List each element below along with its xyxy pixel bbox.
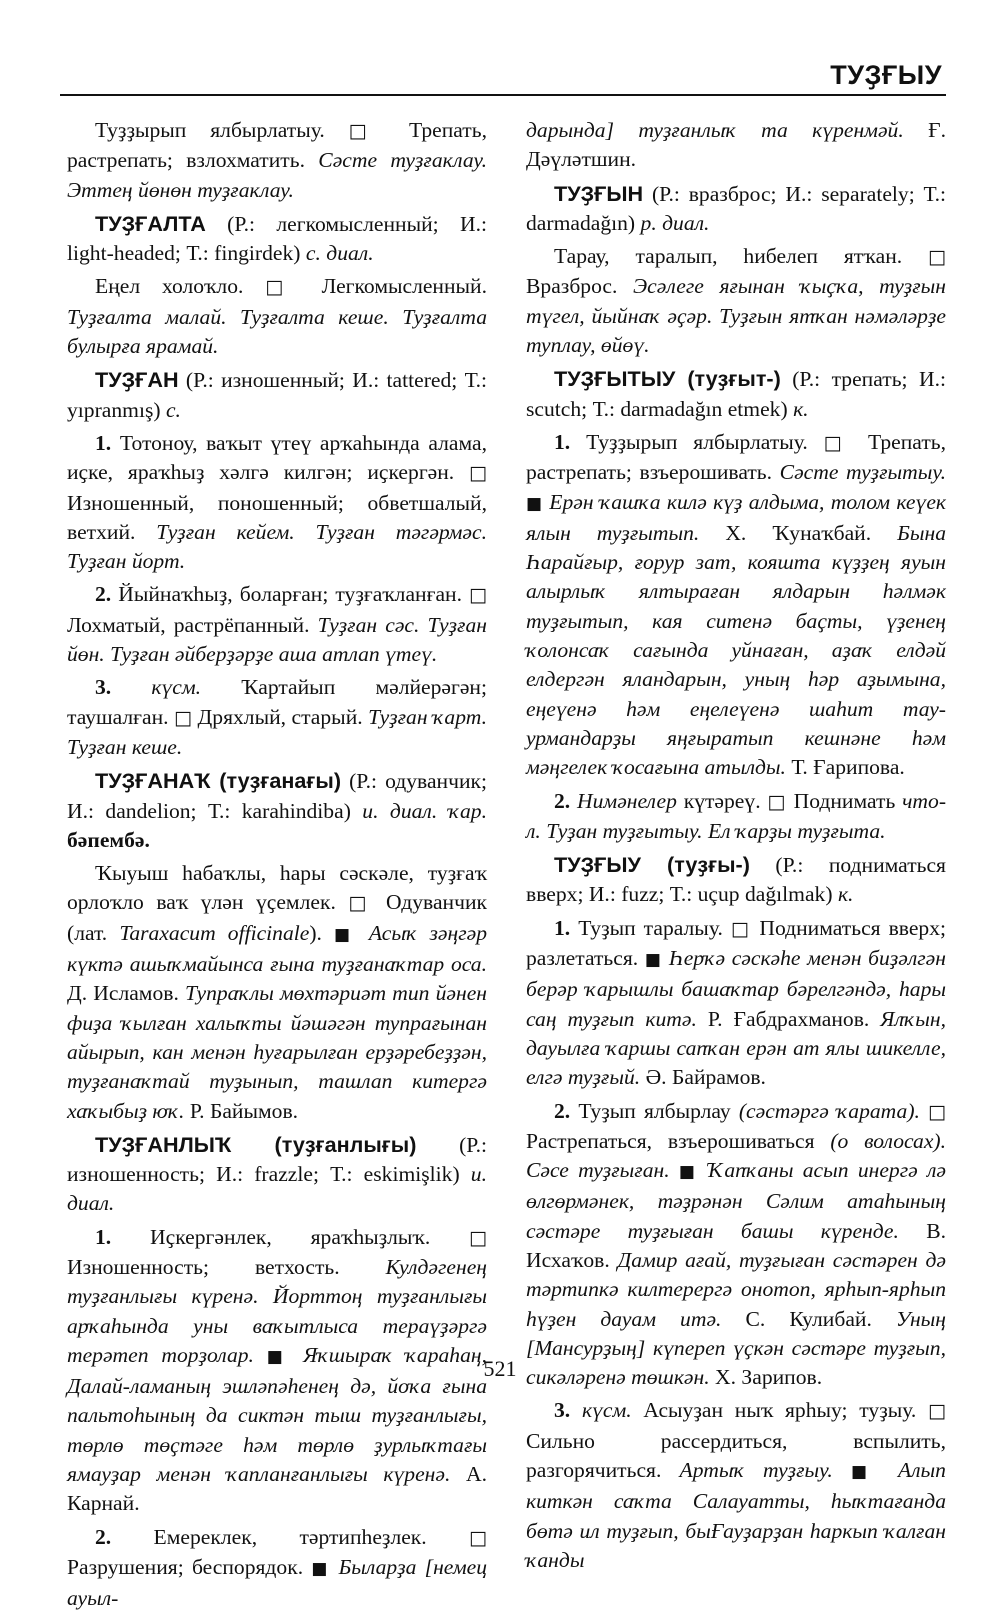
example-marker-icon: ■ [678, 1162, 699, 1183]
italic-text: Быларҙа [немец ауыл- [67, 1554, 487, 1611]
russian-marker-icon: □ [348, 892, 374, 915]
sense-number: бәпембә. [67, 827, 150, 852]
entry-paragraph [67, 209, 487, 269]
entry-paragraph [67, 272, 487, 361]
body-text: Асыуҙан ныҡ ярһыу; туҙыу. [631, 1398, 929, 1423]
body-text: Подниматься вверх; разлетаться. [526, 915, 947, 971]
russian-marker-icon: □ [469, 462, 487, 485]
sense-number: 2. [95, 1524, 112, 1549]
russian-marker-icon: □ [348, 120, 386, 142]
headword: ТУҘҒАЛТА [95, 210, 206, 236]
example-marker-icon: ■ [266, 1346, 291, 1367]
italic-text: Туҙғалта малай. Туҙғалта кеше. Туҙғалта булырға ярамай. [67, 304, 487, 359]
body-text: Ҡартайып мәлйерәгән; таушалған. [67, 675, 487, 729]
body-text: (Р.: вразброс; И.: separately; Т.: darmadağın) [526, 181, 946, 235]
italic-text: Сәсте туҙғаклау. Эттең йөнөн туҙғаклау. [67, 148, 487, 202]
italic-text: Эсәлеге яғынан ҡыҫҡа, туҙғын түгел, йыйнаҡ әҫәр. Туҙғын ятҡан нәмәләрҙе туплау, өйөү. [526, 274, 946, 358]
entry-paragraph [67, 859, 487, 1126]
body-text [880, 1458, 898, 1482]
body-text: С. Кулибай. [721, 1306, 896, 1331]
body-text: (Р.: изношенный; И.: tattered; Т.: yıpranmış) [67, 368, 487, 422]
body-text [662, 946, 669, 970]
body-text: Иҫкергәнлек, яраҡһыҙлыҡ. [111, 1224, 470, 1249]
headword: ТУҘҒАНЛЫҠ (туҙғанлығы) [95, 1131, 417, 1157]
body-text: Трепать, растрепать; взъерошивать. [526, 429, 946, 485]
entry-paragraph [526, 850, 946, 910]
header-rule [60, 94, 946, 96]
headword: ТУҘҒЫН [554, 180, 644, 206]
sense-number: 1. [554, 429, 571, 454]
italic-text: Taraxacum officinale [119, 920, 310, 945]
body-text: Растрепаться, взъерошиваться [526, 1128, 831, 1153]
headword: ТУҘҒЫУ (туҙғы-) [554, 852, 750, 878]
italic-text: Туҙған ҡарт. Туҙған кеше. [67, 704, 487, 759]
body-text: Тарау, таралып, һибелеп ятҡан. [554, 244, 929, 269]
italic-text: Сәсте туҙғытыу. [779, 460, 946, 485]
russian-marker-icon: □ [174, 706, 193, 729]
russian-marker-icon: □ [469, 584, 487, 607]
body-text [570, 1398, 582, 1422]
body-text: Одуванчик (лат. [67, 890, 488, 945]
body-text: Р. Байымов. [184, 1098, 299, 1123]
body-text: Туҙҙырып ялбырлатыу. [95, 118, 349, 142]
body-text: Т. Ғарипова. [785, 755, 905, 780]
russian-marker-icon: □ [730, 917, 752, 940]
body-text [570, 789, 577, 813]
body-text [920, 1099, 928, 1123]
body-text: Изношенный, поношенный; обветшалый, ветхий. [67, 490, 487, 544]
body-text [357, 921, 369, 945]
sense-number: 2. [554, 788, 571, 813]
italic-text: Кулдәгенең туҙғанлығы күренә. Йорттоң туҙғанлығы арҡаһында уны ваҡытлыса тераүҙәргә терәтеп торҙолар. [67, 1254, 487, 1367]
italic-text: (о волосах). Сәсе туҙғыған. [526, 1128, 946, 1183]
body-text: Ғ. Дәүләтшин. [526, 118, 947, 172]
italic-text: Нимәнелер [577, 788, 677, 813]
body-text: (Р.: легкомысленный; И.: light-headed; Т.: fingirdek) [67, 211, 487, 266]
entry-paragraph [526, 364, 946, 424]
body-text: Туҙып таралыу. [570, 915, 731, 940]
example-marker-icon: ■ [644, 950, 663, 971]
russian-marker-icon: □ [928, 1100, 946, 1123]
entry-paragraph [526, 242, 946, 360]
russian-marker-icon: □ [928, 1400, 946, 1423]
body-text: Туҙҙырып ялбырлатыу. [570, 429, 824, 454]
entry-paragraph [67, 766, 487, 855]
italic-text: к. [837, 882, 854, 907]
body-text: Х. Зарипов. [709, 1365, 823, 1390]
body-text: күтәреү. [676, 788, 768, 813]
body-text: Тотоноу, ваҡыт үтеү арҡаһында алама, иҫке, яраҡһыҙ хәлгә килгән; иҫкергән. [67, 430, 487, 485]
body-text: В. Исхаҡов. [526, 1218, 946, 1272]
example-marker-icon: ■ [311, 1558, 331, 1579]
italic-text: р. диал. [640, 210, 710, 235]
sense-number: 1. [95, 1224, 112, 1249]
body-text [670, 1158, 679, 1182]
italic-text: Уның [Мансурҙың] күпереп үҫкән сәстәре туҙғып, сикәләренә төшкән. [526, 1306, 946, 1390]
entry-paragraph [526, 116, 946, 175]
body-text: Х. Ҡунаҡбай. [699, 520, 898, 545]
italic-text: Алып киткән саҡта Салауатты, һыҡтағанда бөтә ил туҙғып, быҒауҙарҙан һаркып ҡалған ҡанды [526, 1458, 946, 1572]
italic-text: Асыҡ зәңгәр күктә ашыҡмайынса ғына туҙғанаҡтар оса. [67, 920, 488, 977]
italic-text: Бына Һарайғыр, ғорур зат, кояшта күҙҙең яуын алырлыҡ ялтыраған ялдарын һәлмәк туҙғытып, кая ситенә баҫты, үҙенең ҡолонсаҡ сағында уйнаған, аҙаҡ елдәй елдергән яландарын, уның һәр аҙымына, еңеүенә һәм еңелеүенә шаһит тау-урмандарҙы яңғыратып кешнәне һәм мәңгелек ҡосағына атылды. [526, 520, 947, 780]
body-text [833, 1458, 851, 1482]
russian-marker-icon: □ [928, 246, 946, 269]
body-text: (Р.: одуванчик; И.: dandelion; Т.: karahindiba) [67, 769, 487, 823]
sense-number: 1. [95, 430, 112, 455]
entry-paragraph [526, 787, 946, 847]
running-head: ТУҘҒЫУ [830, 60, 942, 90]
body-text: Йыйнаҡһыҙ, боларған; туҙғаҡланған. [111, 582, 470, 607]
body-text: Дряхлый, старый. [192, 704, 369, 729]
italic-text: и. диал. ҡар. [362, 798, 487, 823]
russian-marker-icon: □ [265, 276, 300, 299]
italic-text: Һерҡә сәскәһе менән биҙәлгән берәр ҡарышлы башаҡтар бәрелгәндә, һары саң туҙғып китә. [526, 946, 946, 1031]
italic-text: дарында] туҙғанлыҡ та күренмәй. [526, 118, 904, 142]
italic-text: Ерән ҡашҡа килә күҙ алдыма, толом кеүек ялын туҙғытып. [526, 489, 946, 545]
entry-paragraph [67, 429, 487, 576]
body-text: Д. Исламов. [67, 981, 185, 1006]
entry-paragraph [67, 673, 487, 762]
russian-marker-icon: □ [469, 1526, 487, 1549]
headword: ТУҘҒАН [95, 367, 179, 393]
body-text: Разрушения; беспорядок. [67, 1554, 312, 1579]
italic-text: күсм. [151, 675, 202, 700]
russian-marker-icon: □ [469, 1226, 487, 1249]
sense-number: 1. [554, 915, 571, 940]
page-number: 521 [483, 1356, 517, 1381]
body-text: Трепать, растрепать; взлохматить. [67, 118, 487, 173]
russian-marker-icon: □ [767, 790, 787, 813]
italic-text: что-л. Туҙан туҙғытыу. Ел ҡарҙы туҙғыта. [526, 788, 947, 843]
entry-paragraph [67, 580, 487, 669]
sense-number: 3. [95, 675, 112, 700]
italic-text: к. [793, 396, 809, 421]
body-text: Изношенность; ветхость. [67, 1254, 386, 1279]
sense-number: 3. [554, 1398, 571, 1423]
body-text: Легкомысленный. [299, 274, 488, 299]
example-marker-icon: ■ [850, 1462, 880, 1483]
italic-text: с. диал. [305, 241, 374, 266]
italic-text: Тупраҡлы мөхтәриәт тип йәнен фиҙа ҡылған халыҡты йәшәгән тупрағынан айырып, кан менән һуғарылған ерҙәребеҙҙән, туҙғанаҡтай туҙынып, ташлап китергә хаҡыбыҙ юҡ. [67, 981, 487, 1123]
entry-paragraph [67, 116, 487, 205]
italic-text: күсм. [581, 1398, 632, 1423]
body-text: (Р.: изношенность; И.: frazzle; Т.: eskimişlik) [67, 1132, 487, 1187]
entry-paragraph [67, 1523, 487, 1614]
italic-text: Артыҡ туҙғыу. [679, 1458, 833, 1483]
entry-paragraph [67, 365, 487, 425]
body-text: Вразброс. [526, 274, 634, 299]
body-text: Р. Ғабдрахманов. [696, 1006, 881, 1031]
body-text [699, 1158, 708, 1182]
body-text: А. Карнай. [67, 1462, 487, 1516]
left-column [67, 116, 487, 1618]
body-text: Емереклек, тәртипһеҙлек. [111, 1524, 470, 1549]
body-text [330, 1555, 338, 1579]
entry-paragraph [526, 428, 946, 783]
entry-paragraph [526, 1097, 946, 1393]
body-text: Ә. Байрамов. [640, 1065, 766, 1090]
entry-paragraph [526, 914, 946, 1093]
headword: ТУҘҒЫТЫУ (туҙғыт-) [554, 366, 781, 392]
body-text: Лохматый, растрёпанный. [67, 612, 318, 637]
italic-text: с. [165, 397, 181, 422]
entry-paragraph [526, 1396, 946, 1575]
example-marker-icon: ■ [334, 924, 357, 945]
italic-text: Ҡапҡаны асып инергә лә өлгөрмәнек, тәҙрәнән Сәлим атаһының сәстәре туҙғыған башы күренде. [526, 1158, 947, 1243]
example-marker-icon: ■ [526, 493, 543, 514]
italic-text: Яҡшыраҡ ҡараһаң, Далай-ламаның эшләпәһенең дә, йоҡа ғына пальтоһының да сиктән тыш туҙғанлығы, төрлө төҫтәге һәм төрлө ҙурлыҡтағы ямауҙар менән ҡапланғанлығы күренә. [67, 1342, 487, 1487]
body-text: (Р.: подниматься вверх; И.: fuzz; Т.: uçup dağılmak) [526, 853, 946, 907]
headword: ТУҘҒАНАҠ (туҙғанағы) [95, 768, 342, 794]
body-text: (Р.: трепать; И.: scutch; Т.: darmadağın etmek) [526, 367, 946, 421]
body-text [111, 675, 151, 699]
body-text: Сильно рассердиться, вспылить, разгорячиться. [526, 1428, 946, 1483]
entry-paragraph [67, 1130, 487, 1219]
body-text: ). [309, 920, 335, 945]
body-text: Еңел холоҡло. [95, 274, 266, 299]
italic-text: Туҙған кейем. Туҙған тәгәрмәс. Туҙған йорт. [67, 519, 488, 574]
body-text: Туҙып ялбырлау [570, 1098, 739, 1123]
italic-text: Ялҡын, дауылға ҡаршы сапҡан ерән ат ялы шикелле, елгә туҙғый. [526, 1006, 947, 1090]
italic-text: (сәстәргә ҡарата). [738, 1098, 920, 1123]
sense-number: 2. [95, 582, 112, 607]
italic-text: Дамир ағай, туҙғыған сәстәрен дә тәртипкә килтерергә онотоп, ярһып-ярһып һүҙен дауам итә. [526, 1247, 946, 1331]
italic-text: и. диал. [67, 1162, 487, 1216]
sense-number: 2. [554, 1098, 571, 1123]
body-text: Ҡыуыш һабаҡлы, һары сәскәле, туҙғаҡ орлоҡло ваҡ үлән үҫемлек. [67, 861, 487, 915]
italic-text: Туҙған сәс. Туҙған йөн. Туҙған әйберҙәрҙе аша атлап үтеү. [67, 612, 487, 667]
russian-marker-icon: □ [823, 431, 853, 454]
entry-paragraph [526, 179, 946, 239]
body-text: Поднимать [786, 788, 903, 813]
